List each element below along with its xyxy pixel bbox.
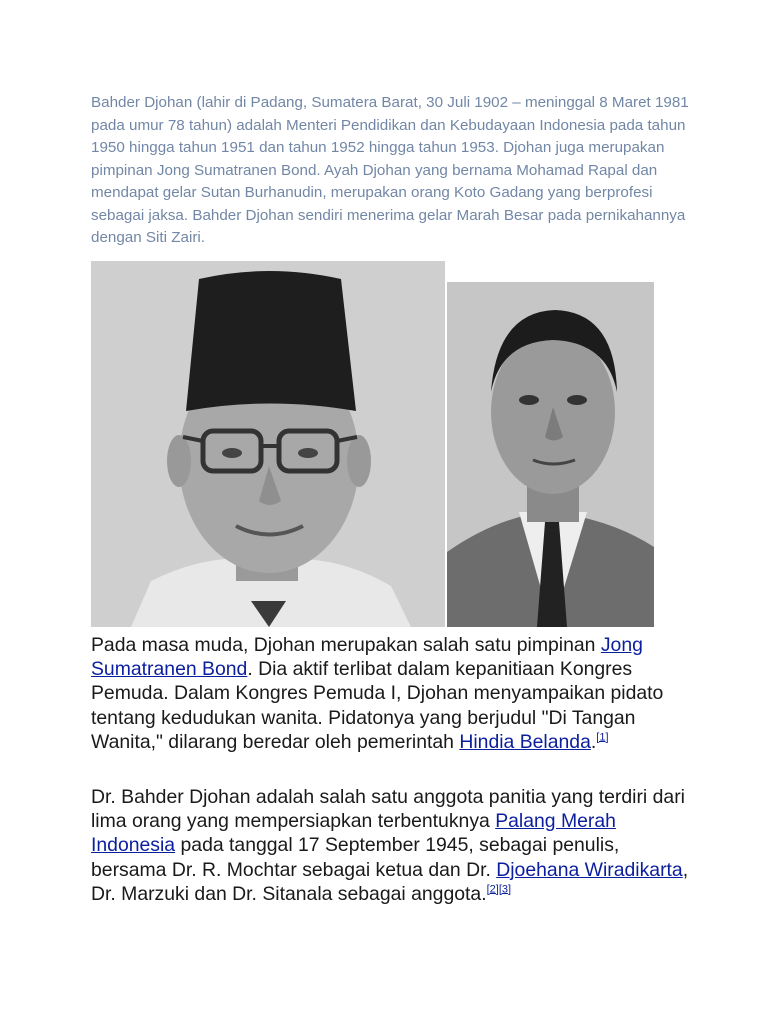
link-palang-merah-indonesia[interactable]: Palang Merah Indonesia	[91, 810, 616, 857]
paragraph-palang-merah	[91, 785, 691, 906]
p2-text-1: Dr. Bahder Djohan adalah salah satu anggota panitia yang terdiri dari lima orang yang mempersiapkan terbentuknya	[91, 786, 685, 833]
photo-row	[91, 261, 654, 627]
p2-text-2: pada tanggal 17 September 1945, sebagai penulis, bersama Dr. R. Mochtar sebagai ketua dan Dr.	[91, 834, 620, 881]
link-djoehana-wiradikarta[interactable]: Djoehana Wiradikarta	[496, 858, 683, 881]
link-jong-sumatranen-bond[interactable]: Jong Sumatranen Bond	[91, 634, 643, 681]
portrait-photo-suit	[447, 282, 654, 627]
portrait-photo-fez	[91, 261, 445, 627]
p1-text-3: .	[590, 730, 597, 753]
p1-text-2: . Dia aktif terlibat dalam kepanitiaan Kongres Pemuda. Dalam Kongres Pemuda I, Djohan menyampaikan pidato tentang kedudukan wanita. Pidatonya yang berjudul "Di Tangan Wanita," dilarang beredar oleh pemerintah	[91, 658, 664, 753]
p1-text-1: Pada masa muda, Djohan merupakan salah satu pimpinan	[91, 634, 601, 656]
paragraph-young-djohan	[91, 633, 691, 754]
reference-1	[596, 731, 608, 743]
reference-2-link[interactable]: [2]	[486, 883, 499, 896]
reference-1-link[interactable]: [1]	[596, 731, 609, 744]
intro-paragraph: Bahder Djohan (lahir di Padang, Sumatera Barat, 30 Juli 1902 – meninggal 8 Maret 1981 pada umur 78 tahun) adalah Menteri Pendidikan dan Kebudayaan Indonesia pada tahun 1950 hingga tahun 1951 dan tahun 1952 hingga tahun 1953. Djohan juga merupakan pimpinan Jong Sumatranen Bond. Ayah Djohan yang bernama Mohamad Rapal dan mendapat gelar Sutan Burhanudin, merupakan orang Koto Gadang yang berprofesi sebagai jaksa. Bahder Djohan sendiri menerima gelar Marah Besar pada pernikahannya dengan Siti Zairi.	[91, 94, 689, 246]
reference-3-link[interactable]: [3]	[498, 883, 512, 896]
link-hindia-belanda[interactable]: Hindia Belanda	[459, 730, 591, 753]
p2-text-3: , Dr. Marzuki dan Dr. Sitanala sebagai anggota.	[91, 858, 689, 905]
reference-2	[487, 883, 511, 895]
